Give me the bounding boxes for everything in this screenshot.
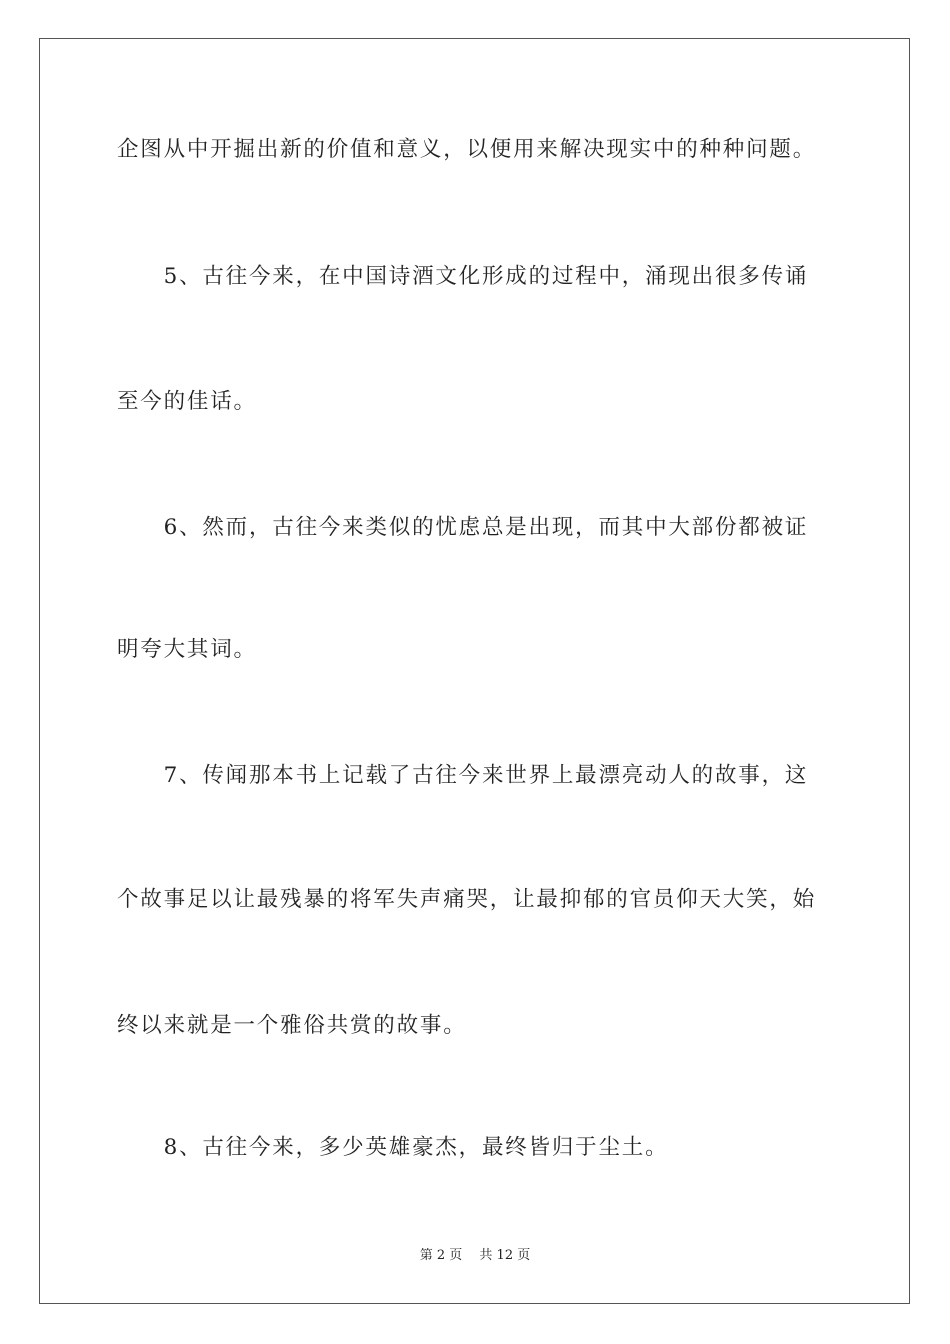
page-frame xyxy=(39,38,910,1304)
text-line: 6、然而，古往今来类似的忧虑总是出现，而其中大部份都被证 xyxy=(117,515,809,540)
text-line: 8、古往今来，多少英雄豪杰，最终皆归于尘土。 xyxy=(117,1135,669,1160)
text-line: 终以来就是一个雅俗共赏的故事。 xyxy=(117,1013,467,1038)
text-line: 个故事足以让最残暴的将军失声痛哭，让最抑郁的官员仰天大笑，始 xyxy=(117,887,817,912)
text-line: 至今的佳话。 xyxy=(117,389,257,414)
text-line: 企图从中开掘出新的价值和意义，以便用来解决现实中的种种问题。 xyxy=(117,137,817,162)
text-line: 明夸大其词。 xyxy=(117,637,257,662)
text-line: 7、传闻那本书上记载了古往今来世界上最漂亮动人的故事，这 xyxy=(117,763,809,788)
text-line: 5、古往今来，在中国诗酒文化形成的过程中，涌现出很多传诵 xyxy=(117,264,809,289)
page-number-footer: 第 2 页 共 12 页 xyxy=(419,1248,531,1263)
